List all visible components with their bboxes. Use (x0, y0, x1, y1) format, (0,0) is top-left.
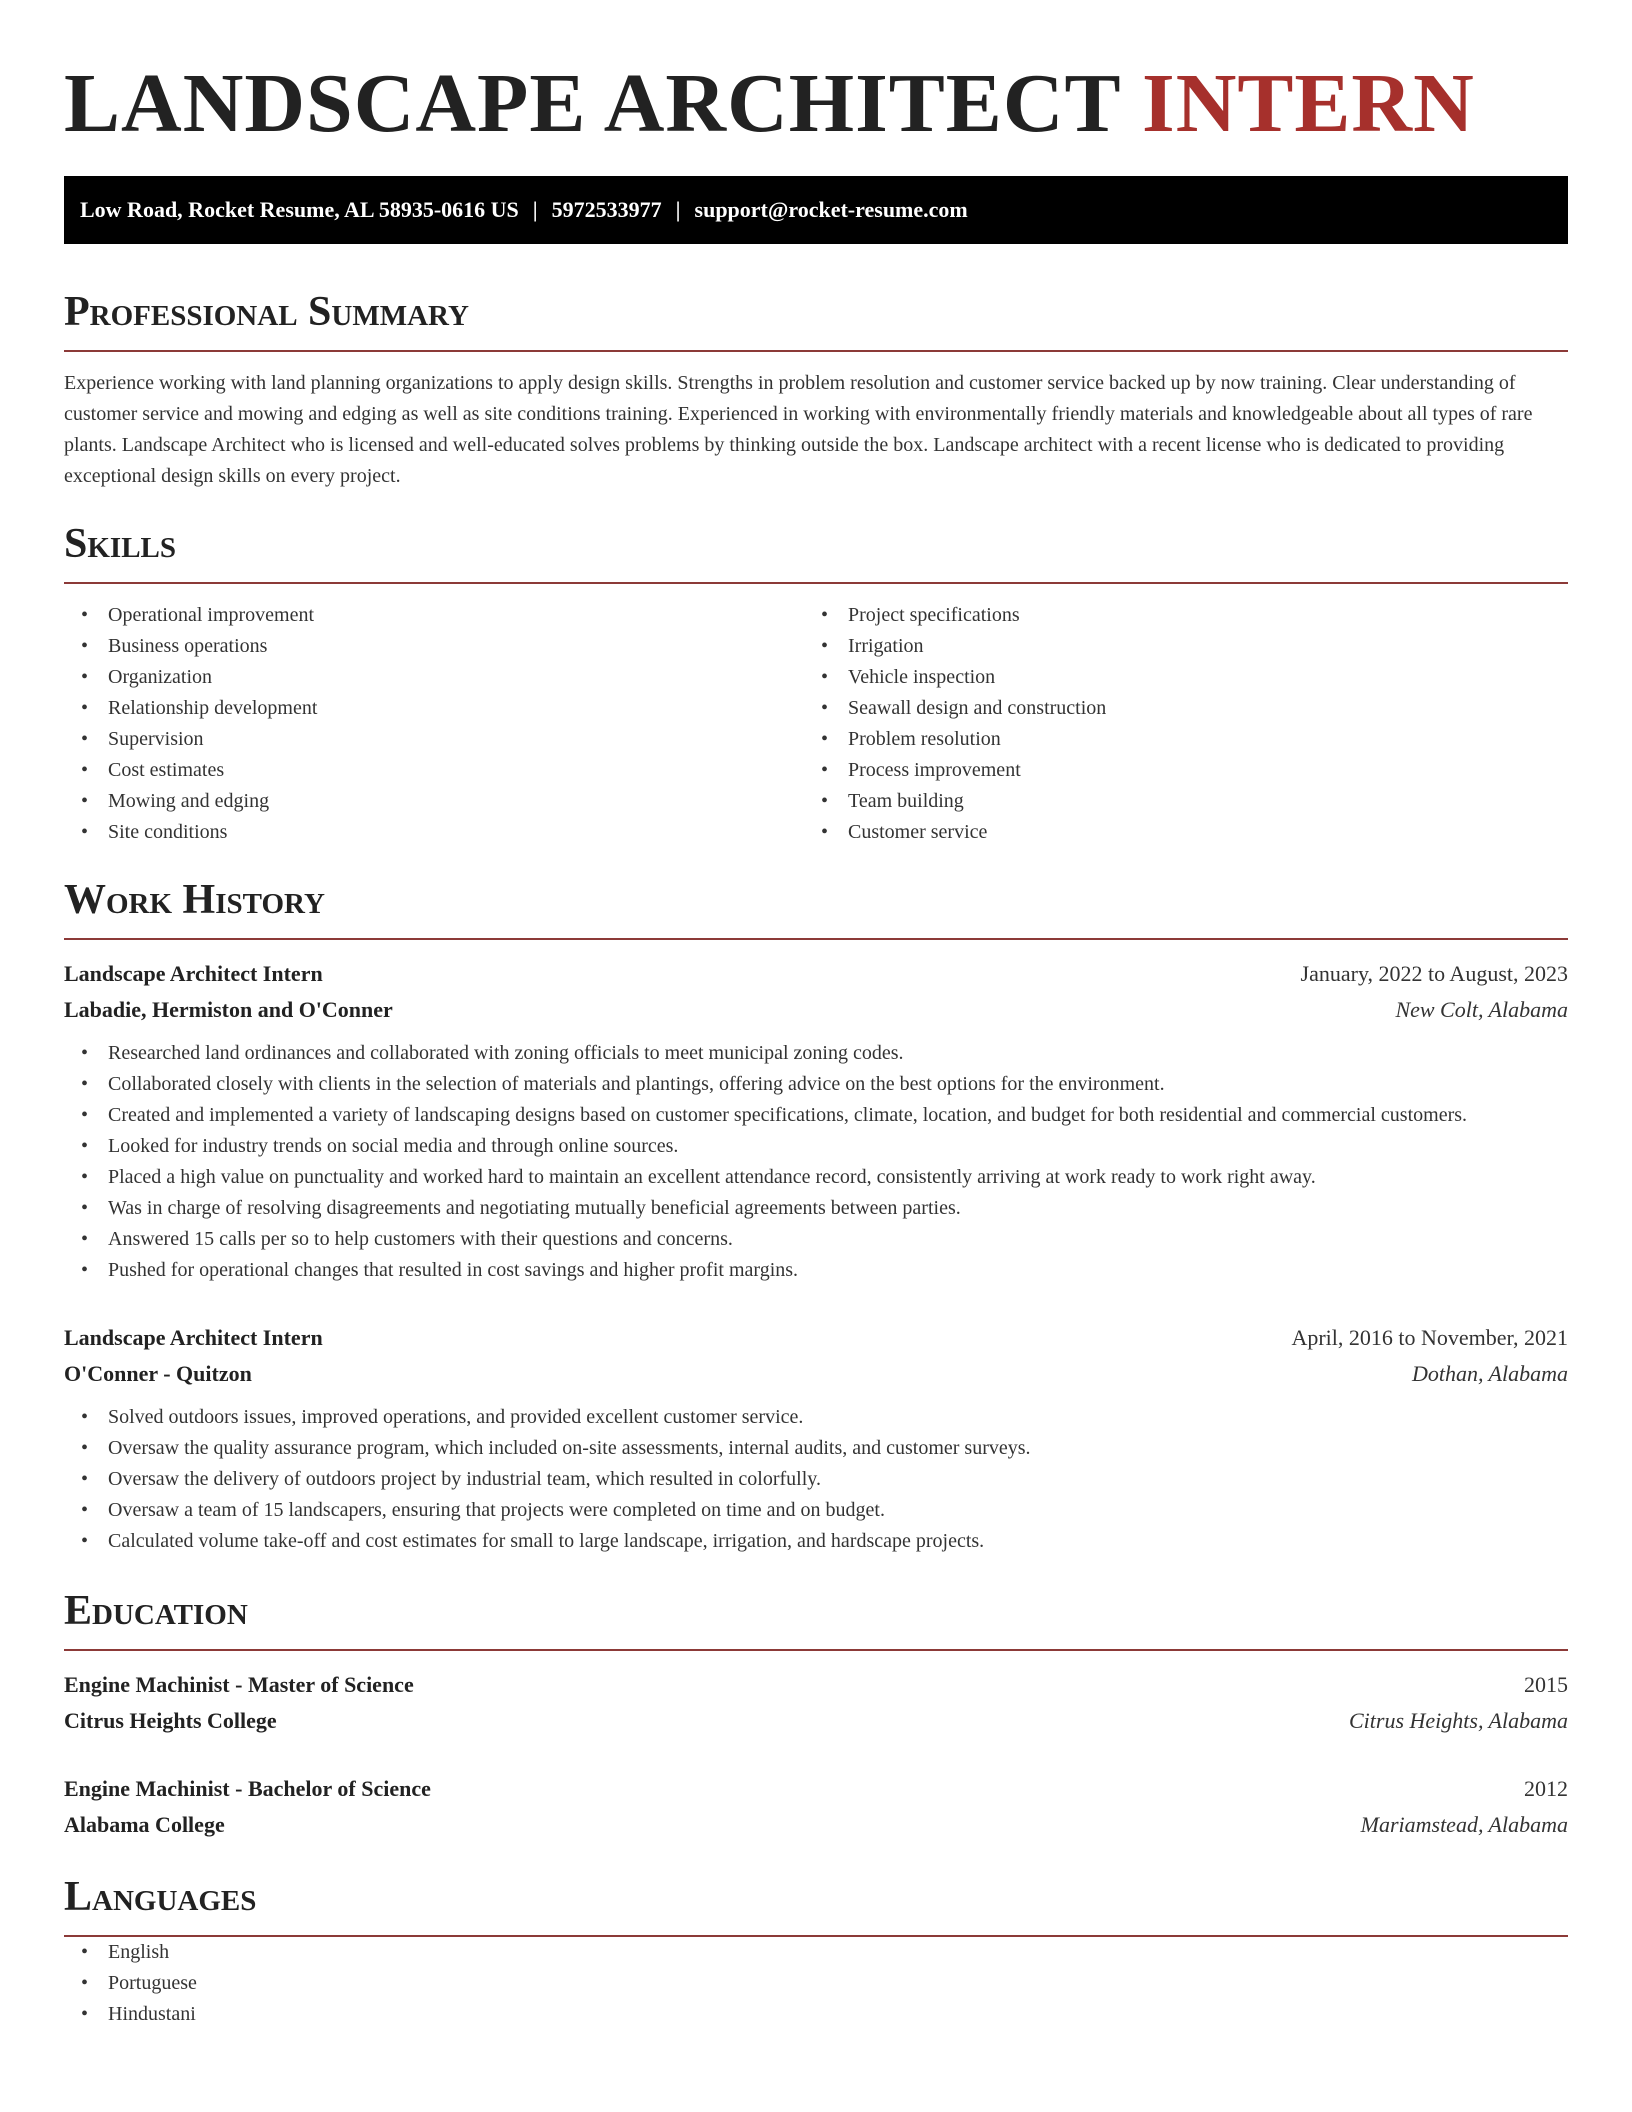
skill-item-text: Team building (848, 790, 964, 812)
job-bullet-text: Oversaw a team of 15 landscapers, ensuring that projects were completed on time and on budget. (108, 1499, 885, 1521)
skill-item (804, 724, 1544, 755)
resume-page (64, 0, 1568, 2030)
job-bullet-text: Calculated volume take-off and cost estimates for small to large landscape, irrigation, and hardscape projects. (108, 1530, 985, 1552)
bullet-icon: • (821, 635, 829, 657)
job-bullet-list (64, 1402, 1568, 1557)
skill-item (64, 724, 804, 755)
bullet-icon: • (81, 759, 89, 781)
education-degree-row (64, 1771, 1568, 1807)
education-school-row (64, 1703, 1568, 1739)
skill-item (64, 693, 804, 724)
education-degree: Engine Machinist - Bachelor of Science (64, 1776, 431, 1801)
education-degree-row (64, 1667, 1568, 1703)
job-bullet-text: Looked for industry trends on social media and through online sources. (108, 1135, 679, 1157)
skill-item-text: Supervision (108, 728, 204, 750)
bullet-icon: • (81, 1042, 89, 1064)
section-divider (64, 350, 1568, 352)
language-item (64, 1999, 1568, 2030)
skill-item-text: Relationship development (108, 697, 318, 719)
bullet-icon: • (81, 821, 89, 843)
skill-item-text: Organization (108, 666, 213, 688)
job-bullet (64, 1162, 1568, 1193)
job-title: Landscape Architect Intern (64, 961, 323, 986)
section-divider (64, 582, 1568, 584)
skill-item-text: Site conditions (108, 821, 228, 843)
skills-heading: Skills (64, 521, 177, 567)
job-bullet (64, 1069, 1568, 1100)
job-company: Labadie, Hermiston and O'Conner (64, 997, 393, 1022)
job-bullet-text: Oversaw the quality assurance program, which included on-site assessments, internal audits, and customer surveys. (108, 1437, 1031, 1459)
bullet-icon: • (81, 1104, 89, 1126)
bullet-icon: • (81, 1228, 89, 1250)
job-bullet-text: Created and implemented a variety of landscaping designs based on customer specifications, climate, location, and budget for both residential and commercial customers. (108, 1104, 1468, 1126)
skill-item (804, 817, 1544, 848)
skill-item (64, 662, 804, 693)
job-bullet-text: Researched land ordinances and collaborated with zoning officials to meet municipal zoning codes. (108, 1042, 904, 1064)
language-item (64, 1937, 1568, 1968)
education-school-row (64, 1807, 1568, 1843)
skills-column-right (804, 600, 1544, 848)
skills-column-left (64, 600, 804, 848)
bullet-icon: • (81, 1499, 89, 1521)
bullet-icon: • (81, 1259, 89, 1281)
bullet-icon: • (821, 697, 829, 719)
skill-item (804, 693, 1544, 724)
skill-item (64, 786, 804, 817)
education-heading: Education (64, 1588, 248, 1634)
language-item-text: Portuguese (108, 1972, 197, 1994)
bullet-icon: • (821, 728, 829, 750)
languages-list (64, 1937, 1568, 2030)
job-entry (64, 1320, 1568, 1557)
skill-item-text: Vehicle inspection (848, 666, 996, 688)
skill-item-text: Problem resolution (848, 728, 1001, 750)
job-company-row (64, 992, 1568, 1028)
job-bullet-text: Pushed for operational changes that resulted in cost savings and higher profit margins. (108, 1259, 799, 1281)
education-degree: Engine Machinist - Master of Science (64, 1672, 414, 1697)
job-entry (64, 956, 1568, 1286)
contact-separator: | (532, 197, 538, 222)
education-year: 2015 (1524, 1672, 1568, 1697)
bullet-icon: • (81, 1972, 89, 1994)
job-bullet (64, 1193, 1568, 1224)
skill-item-text: Customer service (848, 821, 988, 843)
contact-bar (64, 176, 1568, 244)
education-school: Citrus Heights College (64, 1708, 277, 1733)
job-title-row (64, 956, 1568, 992)
bullet-icon: • (821, 790, 829, 812)
bullet-icon: • (81, 604, 89, 626)
skill-item (804, 786, 1544, 817)
language-item-text: Hindustani (108, 2003, 196, 2025)
bullet-icon: • (81, 697, 89, 719)
job-bullet-text: Solved outdoors issues, improved operations, and provided excellent customer service. (108, 1406, 804, 1428)
skills-list-right (804, 600, 1544, 848)
skill-item (804, 631, 1544, 662)
skills-list-left (64, 600, 804, 848)
education-location: Citrus Heights, Alabama (1348, 1708, 1568, 1733)
job-bullet-list (64, 1038, 1568, 1286)
job-bullet (64, 1100, 1568, 1131)
bullet-icon: • (821, 821, 829, 843)
job-bullet (64, 1131, 1568, 1162)
skill-item (64, 631, 804, 662)
job-title: Landscape Architect Intern (64, 1325, 323, 1350)
job-title-row (64, 1320, 1568, 1356)
job-bullet (64, 1433, 1568, 1464)
education-entry (64, 1667, 1568, 1739)
contact-separator: | (675, 197, 681, 222)
language-item-text: English (108, 1941, 170, 1963)
summary-text: Experience working with land planning organizations to apply design skills. Strengths in problem resolution and customer service backed up by now training. Clear understanding of customer service and mowing and edging as well as site conditions training. Experienced in working with environmentally friendly materials and knowledgeable about all types of rare plants. Landscape Architect who is licensed and well-educated solves problems by thinking outside the box. Landscape architect with a recent license who is dedicated to providing exceptional design skills on every project. (64, 372, 1533, 487)
work-heading: Work History (64, 877, 325, 923)
bullet-icon: • (81, 1135, 89, 1157)
bullet-icon: • (81, 1073, 89, 1095)
name-main: LANDSCAPE ARCHITECT (64, 57, 1120, 150)
job-location: New Colt, Alabama (1395, 997, 1568, 1022)
bullet-icon: • (821, 604, 829, 626)
job-bullet (64, 1526, 1568, 1557)
job-bullet (64, 1255, 1568, 1286)
section-divider (64, 938, 1568, 940)
skill-item-text: Irrigation (848, 635, 924, 657)
summary-heading: Professional Summary (64, 289, 469, 335)
bullet-icon: • (821, 666, 829, 688)
job-bullet-text: Collaborated closely with clients in the selection of materials and plantings, offering advice on the best options for the environment. (108, 1073, 1165, 1095)
section-divider (64, 1649, 1568, 1651)
skill-item-text: Mowing and edging (108, 790, 270, 812)
language-item (64, 1968, 1568, 1999)
job-bullet-text: Oversaw the delivery of outdoors project by industrial team, which resulted in colorfully. (108, 1468, 821, 1490)
skill-item-text: Project specifications (848, 604, 1020, 626)
skill-item (64, 755, 804, 786)
contact-email: support@rocket-resume.com (694, 197, 968, 222)
bullet-icon: • (81, 1166, 89, 1188)
skills-grid (64, 600, 1568, 848)
bullet-icon: • (81, 1197, 89, 1219)
bullet-icon: • (81, 1437, 89, 1459)
skill-item (804, 600, 1544, 631)
job-location: Dothan, Alabama (1411, 1361, 1568, 1386)
job-bullet (64, 1495, 1568, 1526)
education-school: Alabama College (64, 1812, 225, 1837)
job-bullet-text: Placed a high value on punctuality and worked hard to maintain an excellent attendance record, consistently arriving at work ready to work right away. (108, 1166, 1316, 1188)
skill-item (64, 600, 804, 631)
job-company-row (64, 1356, 1568, 1392)
bullet-icon: • (81, 790, 89, 812)
job-bullet (64, 1402, 1568, 1433)
name-accent: INTERN (1142, 57, 1475, 150)
contact-phone: 5972533977 (551, 197, 662, 222)
education-entry (64, 1771, 1568, 1843)
education-year: 2012 (1524, 1776, 1568, 1801)
education-location: Mariamstead, Alabama (1360, 1812, 1568, 1837)
bullet-icon: • (81, 635, 89, 657)
bullet-icon: • (81, 1468, 89, 1490)
skill-item-text: Seawall design and construction (848, 697, 1107, 719)
bullet-icon: • (821, 759, 829, 781)
skill-item-text: Process improvement (848, 759, 1021, 781)
job-bullet-text: Answered 15 calls per so to help customers with their questions and concerns. (108, 1228, 733, 1250)
languages-heading: Languages (64, 1874, 257, 1920)
bullet-icon: • (81, 1941, 89, 1963)
job-bullet (64, 1464, 1568, 1495)
bullet-icon: • (81, 1530, 89, 1552)
skill-item (64, 817, 804, 848)
bullet-icon: • (81, 1406, 89, 1428)
candidate-name (64, 0, 1568, 154)
skill-item (804, 755, 1544, 786)
skill-item-text: Business operations (108, 635, 268, 657)
job-bullet (64, 1224, 1568, 1255)
skill-item-text: Operational improvement (108, 604, 315, 626)
job-company: O'Conner - Quitzon (64, 1361, 252, 1386)
contact-address: Low Road, Rocket Resume, AL 58935-0616 US (80, 197, 519, 222)
job-bullet (64, 1038, 1568, 1069)
skill-item (804, 662, 1544, 693)
job-dates: April, 2016 to November, 2021 (1291, 1325, 1568, 1350)
bullet-icon: • (81, 728, 89, 750)
bullet-icon: • (81, 2003, 89, 2025)
job-bullet-text: Was in charge of resolving disagreements and negotiating mutually beneficial agreements between parties. (108, 1197, 961, 1219)
job-dates: January, 2022 to August, 2023 (1300, 961, 1568, 986)
skill-item-text: Cost estimates (108, 759, 225, 781)
bullet-icon: • (81, 666, 89, 688)
